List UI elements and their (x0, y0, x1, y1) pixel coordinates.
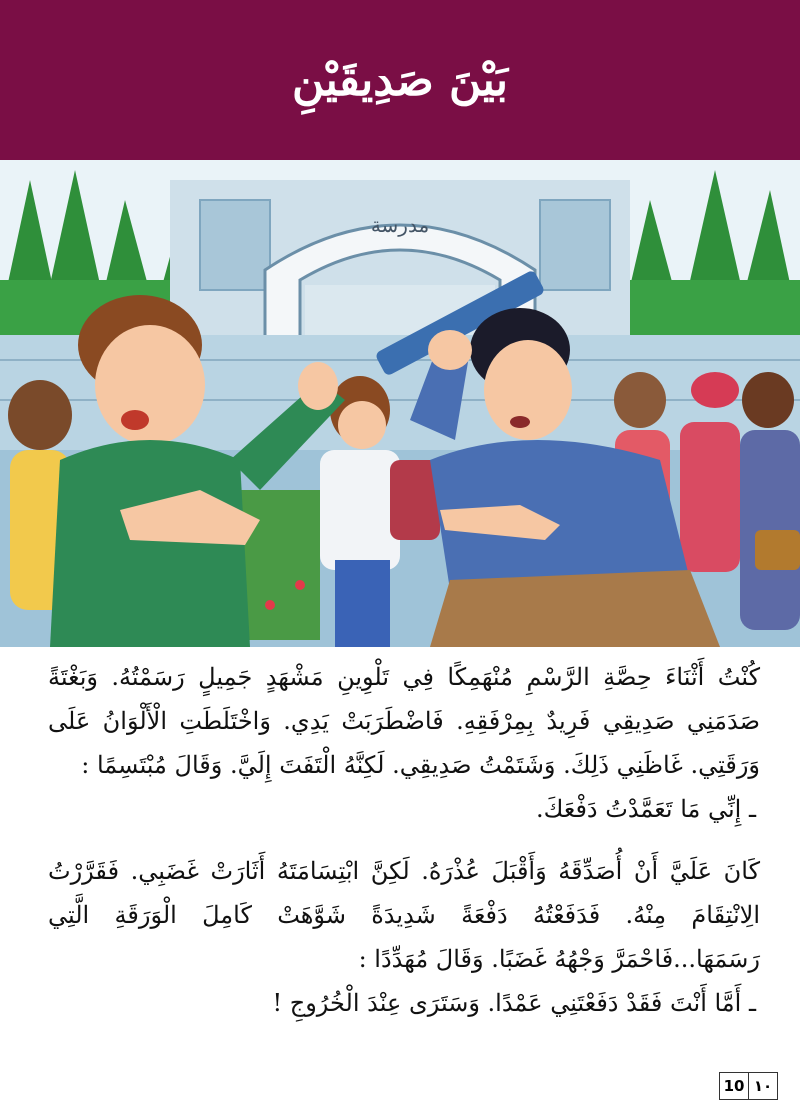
page-number-box (719, 1072, 778, 1100)
page-title: بَيْنَ صَدِيقَيْنِ (291, 54, 509, 106)
school-sign: مدرسة (370, 213, 430, 237)
title-band (0, 0, 800, 160)
story-line: الِانْتِقَامَ مِنْهُ. فَدَفَعْتُهُ دَفْعَةً شَدِيدَةً شَوَّهَتْ كَامِلَ الْوَرَقَةِ الَّتِي رَسَمَهَا...فَاحْمَرَّ (48, 901, 760, 973)
story-text (48, 655, 760, 1025)
story-line: كَانَ عَلَيَّ أَنْ أُصَدِّقَهُ وَأَقْبَلَ عُذْرَهُ. لَكِنَّ ابْتِسَامَتَهُ أَثَارَتْ غَضَبِي. فَقَرَّرْتُ (48, 857, 760, 885)
page-number-western: 10 (723, 1077, 745, 1095)
story-paragraph-2 (48, 849, 760, 981)
story-line: كُنْتُ أَثْنَاءَ حِصَّةِ الرَّسْمِ مُنْهَمِكًا فِي تَلْوِينِ مَشْهَدٍ جَمِيلٍ رَسَمْتُهُ. وَبَغْتَةً (48, 663, 761, 691)
dialogue-line-2: ـ أَمَّا أَنْتَ فَقَدْ دَفَعْتَنِي عَمْدًا. وَسَتَرَى عِنْدَ الْخُرُوجِ ! (272, 989, 756, 1017)
story-line: وَجْهُهُ غَضَبًا. وَقَالَ مُهَدِّدًا : (358, 945, 605, 973)
story-line: وَرَقَتِي. غَاظَنِي ذَلِكَ. وَشَتَمْتُ صَدِيقِي. لَكِنَّهُ الْتَفَتَ إِلَيَّ. وَقَالَ مُبْتَسِمًا : (81, 751, 760, 779)
dialogue-line-1: ـ إِنِّي مَا تَعَمَّدْتُ دَفْعَكَ. (536, 795, 756, 823)
story-paragraph-1 (48, 655, 760, 787)
page-number-arabic: ١٠ (748, 1073, 777, 1099)
story-illustration (0, 160, 800, 647)
story-line: صَدَمَنِي صَدِيقِي فَرِيدٌ بِمِرْفَقِهِ. فَاضْطَرَبَتْ يَدِي. وَاخْتَلَطَتِ الْأَلْوَانُ عَلَى (48, 707, 760, 735)
